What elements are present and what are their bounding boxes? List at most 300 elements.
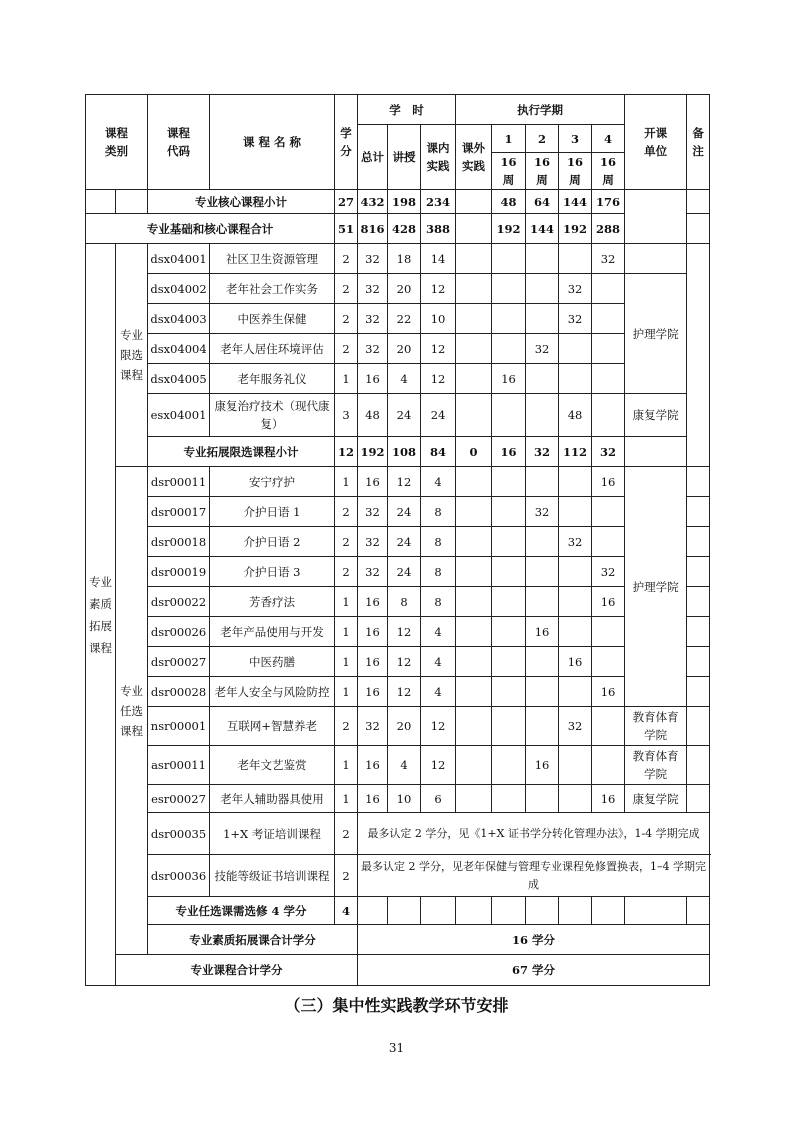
table-cell: 18 bbox=[388, 244, 421, 274]
course-code: dsr00035 bbox=[148, 813, 210, 855]
table-row bbox=[86, 647, 710, 677]
table-cell bbox=[86, 190, 116, 214]
table-cell: 32 bbox=[526, 497, 559, 527]
table-cell bbox=[559, 557, 592, 587]
course-name: 老年产品使用与开发 bbox=[210, 617, 335, 647]
table-cell: 16 bbox=[358, 677, 388, 707]
table-cell bbox=[526, 647, 559, 677]
table-cell bbox=[492, 785, 526, 813]
table-cell bbox=[526, 244, 559, 274]
table-cell: 144 bbox=[526, 214, 559, 244]
table-cell bbox=[592, 527, 625, 557]
table-cell bbox=[687, 497, 710, 527]
table-cell bbox=[687, 244, 710, 467]
table-cell: 8 bbox=[421, 497, 456, 527]
table-cell: 388 bbox=[421, 214, 456, 244]
table-cell bbox=[687, 746, 710, 785]
course-code: esr00027 bbox=[148, 785, 210, 813]
table-cell: 12 bbox=[335, 437, 358, 467]
course-dept: 教育体育学院 bbox=[625, 707, 687, 746]
table-cell bbox=[456, 897, 492, 925]
table-cell bbox=[559, 467, 592, 497]
program-total-value: 67 学分 bbox=[358, 955, 710, 986]
course-name: 老年社会工作实务 bbox=[210, 274, 335, 304]
table-cell: 48 bbox=[559, 394, 592, 437]
table-cell bbox=[559, 617, 592, 647]
table-cell: 32 bbox=[559, 707, 592, 746]
limited-label: 专业 限选 课程 bbox=[116, 244, 148, 467]
table-cell: 16 bbox=[358, 647, 388, 677]
dept-nursing: 护理学院 bbox=[625, 467, 687, 707]
table-cell: 10 bbox=[388, 785, 421, 813]
limited-subtotal-label: 专业拓展限选课程小计 bbox=[148, 437, 335, 467]
table-row bbox=[86, 587, 710, 617]
header-total: 总计 bbox=[358, 125, 388, 190]
course-name: 介护日语 1 bbox=[210, 497, 335, 527]
table-cell bbox=[456, 707, 492, 746]
course-code: dsr00022 bbox=[148, 587, 210, 617]
table-cell: 16 bbox=[358, 617, 388, 647]
table-cell bbox=[456, 647, 492, 677]
table-cell bbox=[492, 617, 526, 647]
table-row bbox=[86, 497, 710, 527]
table-cell: 816 bbox=[358, 214, 388, 244]
table-cell: 84 bbox=[421, 437, 456, 467]
table-row bbox=[86, 214, 710, 244]
table-cell: 1 bbox=[335, 467, 358, 497]
table-cell: 16 bbox=[592, 587, 625, 617]
table-cell: 2 bbox=[335, 527, 358, 557]
course-dept: 教育体育学院 bbox=[625, 746, 687, 785]
course-name: 互联网+智慧养老 bbox=[210, 707, 335, 746]
table-cell: 12 bbox=[421, 364, 456, 394]
course-note: 最多认定 2 学分，见老年保健与管理专业课程免修置换表，1–4 学期完成 bbox=[358, 855, 710, 897]
table-cell bbox=[492, 557, 526, 587]
table-cell bbox=[559, 334, 592, 364]
header-dept: 开课 单位 bbox=[625, 95, 687, 190]
table-row bbox=[86, 334, 710, 364]
table-cell: 20 bbox=[388, 274, 421, 304]
table-cell: 64 bbox=[526, 190, 559, 214]
table-cell: 1 bbox=[335, 785, 358, 813]
course-dept: 康复学院 bbox=[625, 785, 687, 813]
table-cell: 24 bbox=[421, 394, 456, 437]
table-cell bbox=[592, 617, 625, 647]
table-cell: 12 bbox=[388, 677, 421, 707]
table-cell: 10 bbox=[421, 304, 456, 334]
table-row bbox=[86, 677, 710, 707]
table-cell: 4 bbox=[388, 364, 421, 394]
table-cell: 27 bbox=[335, 190, 358, 214]
table-cell: 192 bbox=[492, 214, 526, 244]
table-cell bbox=[687, 214, 710, 244]
quality-total-label: 专业素质拓展课合计学分 bbox=[148, 925, 358, 955]
table-row bbox=[86, 897, 710, 925]
table-cell bbox=[559, 497, 592, 527]
table-cell bbox=[687, 785, 710, 813]
table-cell bbox=[492, 394, 526, 437]
table-cell: 2 bbox=[335, 334, 358, 364]
course-code: dsr00028 bbox=[148, 677, 210, 707]
table-cell bbox=[456, 394, 492, 437]
table-cell bbox=[687, 527, 710, 557]
table-cell bbox=[687, 647, 710, 677]
table-cell bbox=[526, 467, 559, 497]
table-cell: 16 bbox=[592, 677, 625, 707]
table-cell bbox=[456, 617, 492, 647]
table-cell: 176 bbox=[592, 190, 625, 214]
header-weeks: 16 周 bbox=[492, 153, 526, 190]
header-sem4: 4 bbox=[592, 125, 625, 153]
course-credit: 2 bbox=[335, 813, 358, 855]
curriculum-table bbox=[85, 94, 710, 986]
table-row bbox=[86, 304, 710, 334]
program-total-label: 专业课程合计学分 bbox=[116, 955, 358, 986]
elective-required-credit: 4 bbox=[335, 897, 358, 925]
course-code: dsx04003 bbox=[148, 304, 210, 334]
table-cell bbox=[116, 190, 148, 214]
table-cell bbox=[687, 897, 710, 925]
table-cell: 16 bbox=[358, 785, 388, 813]
header-credit: 学 分 bbox=[335, 95, 358, 190]
table-cell: 32 bbox=[358, 304, 388, 334]
dept-rehab: 康复学院 bbox=[625, 394, 687, 437]
table-cell: 32 bbox=[358, 274, 388, 304]
table-cell: 16 bbox=[358, 746, 388, 785]
course-code: asr00011 bbox=[148, 746, 210, 785]
table-cell bbox=[592, 394, 625, 437]
table-cell bbox=[687, 677, 710, 707]
table-cell: 192 bbox=[358, 437, 388, 467]
table-cell: 4 bbox=[421, 467, 456, 497]
table-cell bbox=[492, 274, 526, 304]
table-cell bbox=[592, 274, 625, 304]
course-code: dsr00018 bbox=[148, 527, 210, 557]
table-cell: 32 bbox=[358, 707, 388, 746]
table-cell bbox=[456, 334, 492, 364]
table-cell bbox=[559, 244, 592, 274]
table-cell: 1 bbox=[335, 364, 358, 394]
table-cell bbox=[687, 587, 710, 617]
table-cell: 1 bbox=[335, 617, 358, 647]
table-cell: 32 bbox=[592, 557, 625, 587]
header-code: 课程 代码 bbox=[148, 95, 210, 190]
table-cell: 4 bbox=[421, 677, 456, 707]
table-cell: 24 bbox=[388, 527, 421, 557]
table-row bbox=[86, 527, 710, 557]
table-cell: 51 bbox=[335, 214, 358, 244]
table-cell: 48 bbox=[358, 394, 388, 437]
table-cell: 2 bbox=[335, 304, 358, 334]
table-cell bbox=[526, 274, 559, 304]
course-code: dsr00026 bbox=[148, 617, 210, 647]
table-row bbox=[86, 557, 710, 587]
table-cell bbox=[492, 334, 526, 364]
course-name: 1+X 考证培训课程 bbox=[210, 813, 335, 855]
table-cell bbox=[559, 364, 592, 394]
table-cell: 112 bbox=[559, 437, 592, 467]
dept-nursing: 护理学院 bbox=[625, 274, 687, 394]
table-cell bbox=[492, 647, 526, 677]
section-heading: （三）集中性实践教学环节安排 bbox=[284, 996, 509, 1015]
table-cell bbox=[492, 497, 526, 527]
table-cell: 16 bbox=[358, 467, 388, 497]
table-cell: 22 bbox=[388, 304, 421, 334]
table-cell bbox=[526, 897, 559, 925]
elective-label: 专业 任选 课程 bbox=[116, 467, 148, 955]
table-cell: 192 bbox=[559, 214, 592, 244]
course-name: 康复治疗技术（现代康复） bbox=[210, 394, 335, 437]
quality-total-value: 16 学分 bbox=[358, 925, 710, 955]
course-code: nsr00001 bbox=[148, 707, 210, 746]
table-cell bbox=[492, 527, 526, 557]
table-cell: 288 bbox=[592, 214, 625, 244]
course-name: 中医药膳 bbox=[210, 647, 335, 677]
table-cell bbox=[687, 617, 710, 647]
table-cell bbox=[526, 364, 559, 394]
header-sem3: 3 bbox=[559, 125, 592, 153]
table-cell bbox=[625, 437, 687, 467]
table-cell: 0 bbox=[456, 437, 492, 467]
table-cell: 48 bbox=[492, 190, 526, 214]
table-cell bbox=[526, 677, 559, 707]
table-cell: 12 bbox=[388, 647, 421, 677]
table-cell bbox=[592, 334, 625, 364]
course-name: 老年文艺鉴赏 bbox=[210, 746, 335, 785]
table-cell: 234 bbox=[421, 190, 456, 214]
table-cell bbox=[592, 364, 625, 394]
table-cell bbox=[687, 467, 710, 497]
table-cell bbox=[625, 244, 687, 274]
course-code: dsr00036 bbox=[148, 855, 210, 897]
table-cell bbox=[625, 897, 687, 925]
table-cell: 2 bbox=[335, 497, 358, 527]
course-code: dsr00011 bbox=[148, 467, 210, 497]
course-name: 芳香疗法 bbox=[210, 587, 335, 617]
table-cell: 3 bbox=[335, 394, 358, 437]
course-code: dsx04002 bbox=[148, 274, 210, 304]
table-cell bbox=[492, 244, 526, 274]
table-cell: 12 bbox=[388, 617, 421, 647]
course-name: 社区卫生资源管理 bbox=[210, 244, 335, 274]
table-cell: 8 bbox=[421, 587, 456, 617]
table-cell: 4 bbox=[421, 617, 456, 647]
table-cell: 16 bbox=[492, 437, 526, 467]
table-cell: 16 bbox=[592, 785, 625, 813]
table-cell: 144 bbox=[559, 190, 592, 214]
table-cell bbox=[559, 677, 592, 707]
table-cell bbox=[559, 746, 592, 785]
table-cell: 32 bbox=[358, 334, 388, 364]
table-cell bbox=[456, 190, 492, 214]
table-cell bbox=[358, 897, 388, 925]
header-out-practice: 课外 实践 bbox=[456, 125, 492, 190]
table-cell: 32 bbox=[526, 334, 559, 364]
table-cell: 12 bbox=[421, 334, 456, 364]
table-cell: 12 bbox=[421, 707, 456, 746]
table-cell: 32 bbox=[559, 274, 592, 304]
table-cell bbox=[388, 897, 421, 925]
table-row bbox=[86, 707, 710, 746]
table-cell: 32 bbox=[358, 244, 388, 274]
course-name: 老年人辅助器具使用 bbox=[210, 785, 335, 813]
course-name: 老年服务礼仪 bbox=[210, 364, 335, 394]
table-cell: 16 bbox=[492, 364, 526, 394]
table-cell: 20 bbox=[388, 707, 421, 746]
table-cell: 24 bbox=[388, 394, 421, 437]
table-cell bbox=[492, 677, 526, 707]
table-cell: 16 bbox=[592, 467, 625, 497]
table-cell: 108 bbox=[388, 437, 421, 467]
course-name: 中医养生保健 bbox=[210, 304, 335, 334]
header-weeks: 16 周 bbox=[559, 153, 592, 190]
course-name: 介护日语 2 bbox=[210, 527, 335, 557]
table-cell: 1 bbox=[335, 677, 358, 707]
category-quality-label: 专业 素质 拓展 课程 bbox=[86, 244, 116, 986]
table-cell bbox=[526, 785, 559, 813]
header-weeks: 16 周 bbox=[526, 153, 559, 190]
table-cell bbox=[492, 746, 526, 785]
table-cell bbox=[592, 304, 625, 334]
table-cell bbox=[526, 394, 559, 437]
table-row bbox=[86, 955, 710, 986]
table-row bbox=[86, 274, 710, 304]
table-cell: 198 bbox=[388, 190, 421, 214]
table-cell: 1 bbox=[335, 587, 358, 617]
header-hours: 学 时 bbox=[358, 95, 456, 125]
table-cell: 16 bbox=[526, 746, 559, 785]
table-cell: 14 bbox=[421, 244, 456, 274]
table-cell: 32 bbox=[592, 244, 625, 274]
table-cell bbox=[526, 304, 559, 334]
table-row bbox=[86, 855, 710, 897]
table-cell: 2 bbox=[335, 274, 358, 304]
table-cell: 4 bbox=[388, 746, 421, 785]
table-cell bbox=[687, 190, 710, 214]
table-cell bbox=[456, 677, 492, 707]
table-cell bbox=[456, 557, 492, 587]
table-cell bbox=[456, 214, 492, 244]
header-sem2: 2 bbox=[526, 125, 559, 153]
table-cell: 16 bbox=[526, 617, 559, 647]
table-cell bbox=[456, 244, 492, 274]
table-cell bbox=[687, 707, 710, 746]
table-cell: 16 bbox=[358, 587, 388, 617]
table-cell bbox=[456, 746, 492, 785]
table-cell bbox=[625, 190, 687, 214]
course-name: 老年人安全与风险防控 bbox=[210, 677, 335, 707]
table-cell: 16 bbox=[559, 647, 592, 677]
table-row bbox=[86, 467, 710, 497]
table-cell: 8 bbox=[421, 527, 456, 557]
table-cell bbox=[456, 527, 492, 557]
table-cell: 32 bbox=[559, 304, 592, 334]
table-cell: 24 bbox=[388, 497, 421, 527]
table-cell bbox=[492, 304, 526, 334]
table-cell: 8 bbox=[421, 557, 456, 587]
table-cell bbox=[456, 497, 492, 527]
header-semester: 执行学期 bbox=[456, 95, 625, 125]
header-weeks: 16 周 bbox=[592, 153, 625, 190]
table-cell bbox=[456, 274, 492, 304]
course-code: dsx04005 bbox=[148, 364, 210, 394]
table-cell: 24 bbox=[388, 557, 421, 587]
course-code: esx04001 bbox=[148, 394, 210, 437]
table-cell: 16 bbox=[358, 364, 388, 394]
table-cell: 32 bbox=[526, 437, 559, 467]
course-name: 安宁疗护 bbox=[210, 467, 335, 497]
table-cell bbox=[559, 785, 592, 813]
table-cell: 32 bbox=[559, 527, 592, 557]
table-cell: 1 bbox=[335, 647, 358, 677]
table-cell bbox=[559, 587, 592, 617]
page-number: 31 bbox=[388, 1041, 405, 1055]
table-cell: 12 bbox=[421, 746, 456, 785]
table-cell bbox=[492, 467, 526, 497]
table-cell: 20 bbox=[388, 334, 421, 364]
table-cell: 32 bbox=[358, 527, 388, 557]
table-cell: 32 bbox=[358, 557, 388, 587]
table-cell bbox=[492, 707, 526, 746]
table-cell: 12 bbox=[388, 467, 421, 497]
table-cell bbox=[526, 707, 559, 746]
table-cell bbox=[559, 897, 592, 925]
table-cell bbox=[456, 785, 492, 813]
table-cell: 8 bbox=[388, 587, 421, 617]
table-cell bbox=[456, 304, 492, 334]
elective-required-label: 专业任选课需选修 4 学分 bbox=[148, 897, 335, 925]
table-cell: 432 bbox=[358, 190, 388, 214]
table-cell: 12 bbox=[421, 274, 456, 304]
table-cell bbox=[456, 364, 492, 394]
table-row bbox=[86, 746, 710, 785]
table-cell: 32 bbox=[592, 437, 625, 467]
table-row bbox=[86, 437, 710, 467]
header-name: 课 程 名 称 bbox=[210, 95, 335, 190]
table-cell: 2 bbox=[335, 557, 358, 587]
base-core-total-label: 专业基础和核心课程合计 bbox=[86, 214, 335, 244]
table-cell bbox=[526, 557, 559, 587]
table-row bbox=[86, 364, 710, 394]
table-cell bbox=[456, 467, 492, 497]
table-cell bbox=[526, 527, 559, 557]
table-row bbox=[86, 813, 710, 855]
table-cell bbox=[592, 897, 625, 925]
table-cell: 6 bbox=[421, 785, 456, 813]
table-cell bbox=[456, 587, 492, 617]
course-code: dsr00027 bbox=[148, 647, 210, 677]
header-lecture: 讲授 bbox=[388, 125, 421, 190]
table-cell: 428 bbox=[388, 214, 421, 244]
header-in-practice: 课内 实践 bbox=[421, 125, 456, 190]
table-cell bbox=[492, 897, 526, 925]
core-subtotal-label: 专业核心课程小计 bbox=[148, 190, 335, 214]
table-cell bbox=[421, 897, 456, 925]
course-code: dsr00017 bbox=[148, 497, 210, 527]
course-code: dsx04004 bbox=[148, 334, 210, 364]
course-name: 技能等级证书培训课程 bbox=[210, 855, 335, 897]
table-cell bbox=[592, 497, 625, 527]
table-row bbox=[86, 244, 710, 274]
course-credit: 2 bbox=[335, 855, 358, 897]
header-sem1: 1 bbox=[492, 125, 526, 153]
table-cell: 2 bbox=[335, 244, 358, 274]
table-cell: 32 bbox=[358, 497, 388, 527]
table-row bbox=[86, 785, 710, 813]
course-note: 最多认定 2 学分，见《1+X 证书学分转化管理办法》，1-4 学期完成 bbox=[358, 813, 710, 855]
table-cell bbox=[492, 587, 526, 617]
course-name: 介护日语 3 bbox=[210, 557, 335, 587]
